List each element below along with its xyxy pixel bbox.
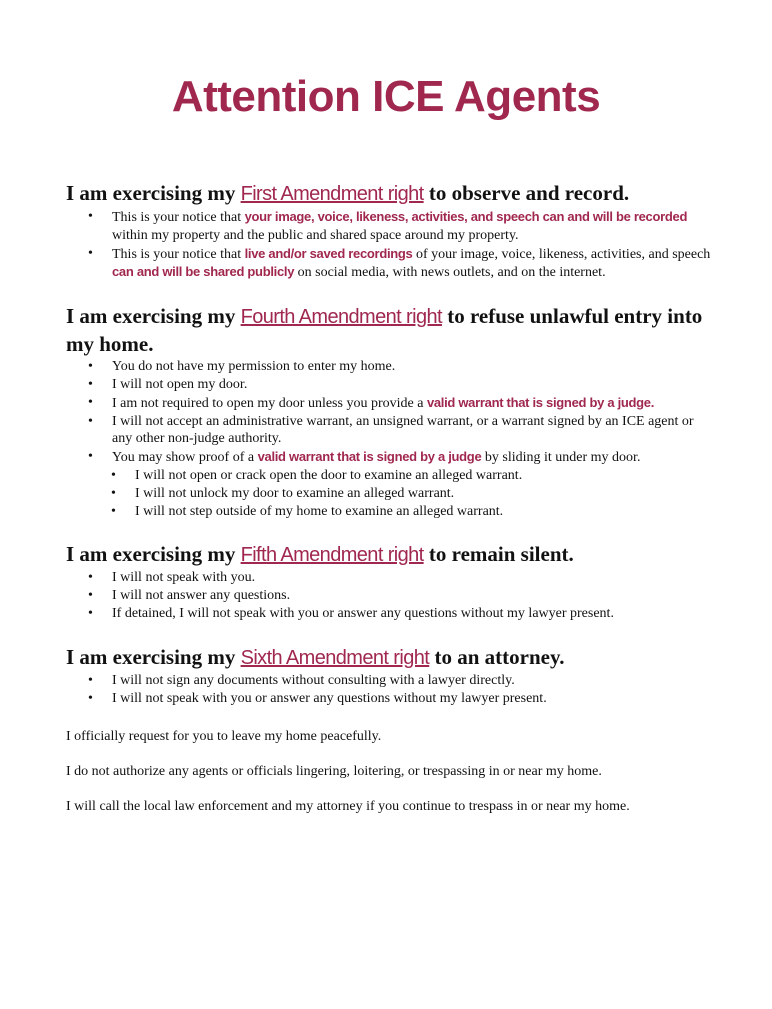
list-item: • I will not speak with you. (66, 569, 716, 587)
section-heading: I am exercising my Sixth Amendment right to an attorney. (66, 644, 565, 669)
section-fourth-amendment (66, 303, 716, 520)
bullet-list (66, 208, 716, 282)
list-item: • I will not speak with you or answer any questions without my lawyer present. (66, 690, 716, 708)
section-fifth-amendment (66, 541, 716, 622)
bullet-list (66, 358, 716, 520)
list-item: • I will not sign any documents without consulting with a lawyer directly. (66, 672, 716, 690)
section-first-amendment (66, 180, 716, 282)
section-heading: I am exercising my First Amendment right to observe and record. (66, 181, 630, 205)
list-item: • This is your notice that live and/or saved recordings of your image, voice, likeness, activities, and speech can and will be shared publicly on social media, with news outlets, and on the internet. (66, 245, 716, 283)
amendment-link: First Amendment right (240, 183, 424, 205)
list-item: • I am not required to open my door unless you provide a valid warrant that is signed by a judge. (66, 394, 716, 413)
section-sixth-amendment (66, 644, 716, 708)
list-item: • If detained, I will not speak with you or answer any questions without my lawyer present. (66, 605, 716, 623)
highlight-text: live and/or saved recordings (244, 245, 413, 261)
bullet-list (66, 569, 716, 622)
highlight-text: your image, voice, likeness, activities, and speech can and will be recorded (244, 209, 688, 224)
page-title: Attention ICE Agents (171, 72, 601, 121)
list-item: • I will not accept an administrative warrant, an unsigned warrant, or a warrant signed by an ICE agent or any other non-judge authority. (66, 413, 716, 449)
section-heading: I am exercising my Fifth Amendment right to remain silent. (66, 542, 574, 567)
highlight-text: valid warrant that is signed by a judge (257, 449, 482, 465)
highlight-text: can and will be shared publicly (112, 264, 295, 280)
closing-paragraph: I will call the local law enforcement and my attorney if you continue to trespass in or near my home. (66, 799, 630, 815)
closing-paragraph: I do not authorize any agents or officials lingering, loitering, or trespassing in or near my home. (66, 764, 602, 780)
list-item: • I will not answer any questions. (66, 587, 716, 605)
amendment-link: Sixth Amendment right (240, 646, 430, 669)
amendment-link: Fifth Amendment right (240, 544, 424, 567)
highlight-text: valid warrant that is signed by a judge. (426, 394, 655, 410)
section-heading: I am exercising my Fourth Amendment right to refuse unlawful entry into my home. (66, 304, 703, 357)
document-body (66, 180, 716, 833)
sub-list-item: • I will not step outside of my home to examine an alleged warrant. (66, 503, 716, 521)
list-item: • I will not open my door. (66, 376, 716, 394)
list-item: • This is your notice that your image, voice, likeness, activities, and speech can and will be recorded within my property and the public and shared space around my property. (66, 208, 716, 245)
sub-list-item: • I will not open or crack open the door to examine an alleged warrant. (66, 467, 716, 485)
list-item: • You may show proof of a valid warrant that is signed by a judge by sliding it under my door. (66, 448, 716, 467)
amendment-link: Fourth Amendment right (240, 306, 442, 329)
closing-paragraph: I officially request for you to leave my home peacefully. (66, 729, 382, 745)
bullet-list (66, 672, 716, 708)
sub-list-item: • I will not unlock my door to examine an alleged warrant. (66, 485, 716, 503)
list-item: • You do not have my permission to enter my home. (66, 358, 716, 376)
